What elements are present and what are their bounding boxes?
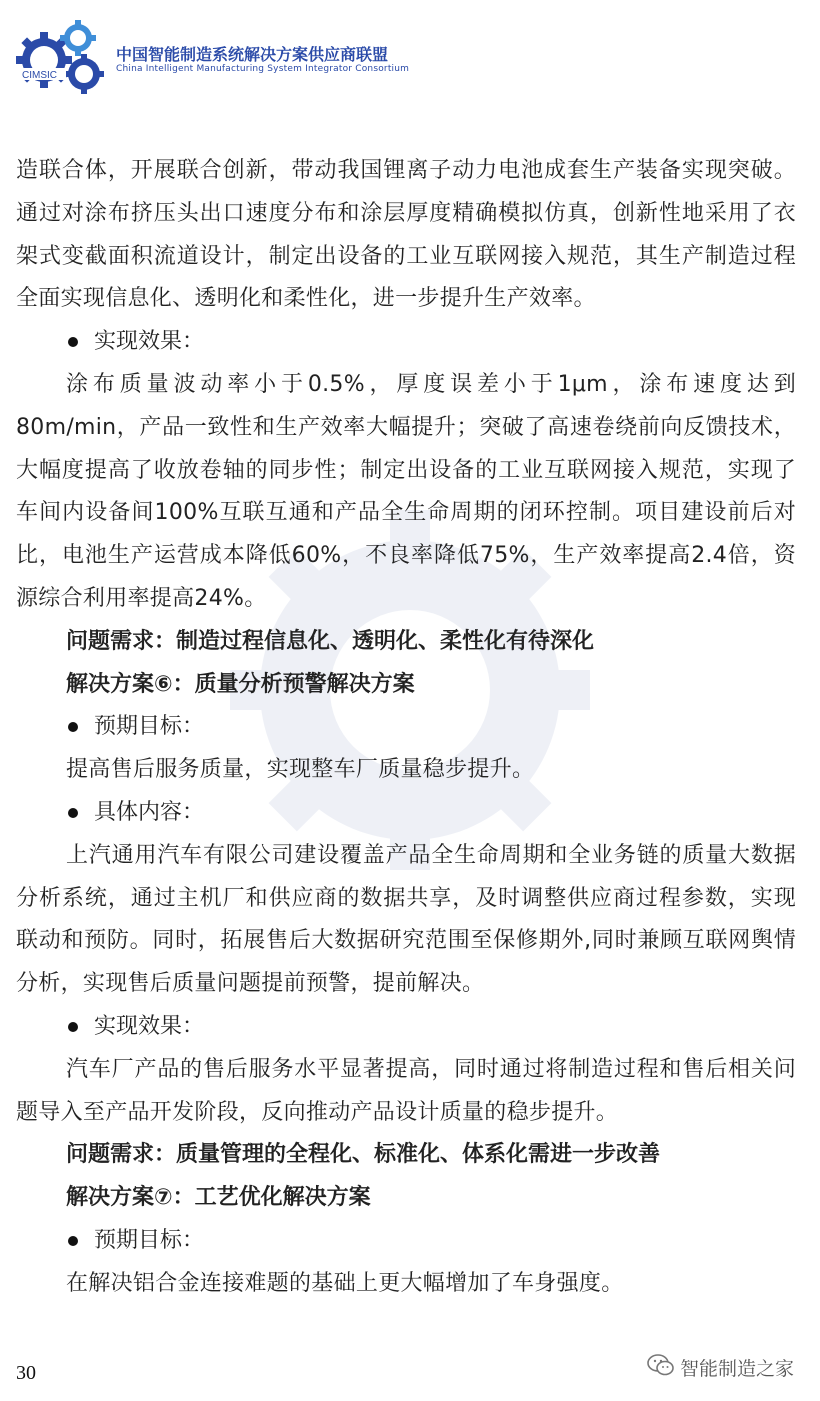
bullet-dot-icon bbox=[68, 1236, 78, 1246]
solution-heading: 解决方案⑦：工艺优化解决方案 bbox=[66, 1185, 371, 1211]
bullet-item bbox=[16, 706, 796, 749]
wechat-icon bbox=[646, 1352, 676, 1378]
org-name-cn: 中国智能制造系统解决方案供应商联盟 bbox=[116, 45, 389, 64]
bullet-label: 预期目标： bbox=[94, 1227, 205, 1253]
page-number: 30 bbox=[16, 1362, 36, 1384]
paragraph: 上汽通用汽车有限公司建设覆盖产品全生命周期和全业务链的质量大数据分析系统，通过主机厂和供应商的数据共享，及时调整供应商过程参数，实现联动和预防。同时，拓展售后大数据研究范围至保修期外,同时兼顾互联网舆情分析，实现售后质量问题提前预警，提前解决。 bbox=[16, 842, 796, 997]
article-body bbox=[16, 150, 796, 1306]
bullet-item bbox=[16, 321, 796, 364]
paragraph: 涂布质量波动率小于0.5%，厚度误差小于1μm，涂布速度达到80m/min，产品一致性和生产效率大幅提升；突破了高速卷绕前向反馈技术，大幅度提高了收放卷轴的同步性；制定出设备的工业互联网接入规范，实现了车间内设备间100%互联互通和产品全生命周期的闭环控制。项目建设前后对比，电池生产运营成本降低60%，不良率降低75%，生产效率提高2.4倍，资源综合利用率提高24%。 bbox=[16, 371, 796, 611]
paragraph: 汽车厂产品的售后服务水平显著提高，同时通过将制造过程和售后相关问题导入至产品开发阶段，反向推动产品设计质量的稳步提升。 bbox=[16, 1056, 796, 1125]
bullet-dot-icon bbox=[68, 808, 78, 818]
paragraph: 造联合体，开展联合创新，带动我国锂离子动力电池成套生产装备实现突破。通过对涂布挤压头出口速度分布和涂层厚度精确模拟仿真，创新性地采用了衣架式变截面积流道设计，制定出设备的工业互联网接入规范，其生产制造过程全面实现信息化、透明化和柔性化，进一步提升生产效率。 bbox=[16, 158, 796, 312]
org-name-en: China Intelligent Manufacturing System Integrator Consortium bbox=[116, 64, 410, 74]
problem-heading: 问题需求：质量管理的全程化、标准化、体系化需进一步改善 bbox=[66, 1142, 661, 1168]
problem-heading: 问题需求：制造过程信息化、透明化、柔性化有待深化 bbox=[66, 628, 595, 654]
bullet-label: 具体内容： bbox=[94, 799, 205, 825]
bullet-item bbox=[16, 792, 796, 835]
brand-name: 智能制造之家 bbox=[680, 1358, 795, 1380]
bullet-item bbox=[16, 1006, 796, 1049]
svg-text:CIMSIC: CIMSIC bbox=[22, 70, 57, 81]
paragraph: 在解决铝合金连接难题的基础上更大幅增加了车身强度。 bbox=[66, 1270, 624, 1296]
bullet-item bbox=[16, 1220, 796, 1263]
solution-heading: 解决方案⑥：质量分析预警解决方案 bbox=[66, 671, 415, 697]
bullet-label: 预期目标： bbox=[94, 714, 205, 740]
cimsic-gear-logo-icon bbox=[14, 16, 106, 94]
bullet-label: 实现效果： bbox=[94, 329, 205, 355]
paragraph: 提高售后服务质量，实现整车厂质量稳步提升。 bbox=[66, 757, 535, 783]
bullet-dot-icon bbox=[68, 1022, 78, 1032]
bullet-label: 实现效果： bbox=[94, 1013, 205, 1039]
